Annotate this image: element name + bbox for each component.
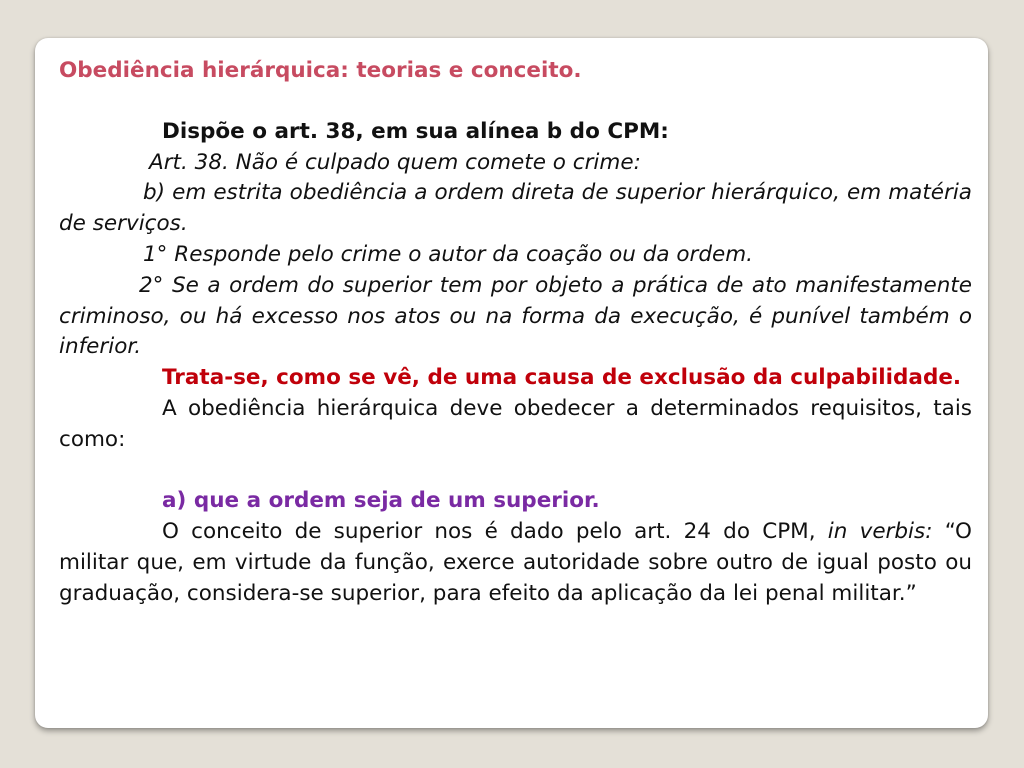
paragraph-2: 2° Se a ordem do superior tem por objeto a prática de ato manifestamente criminoso, ou há excesso nos atos ou na forma da execução, é punível também o inferior.: [59, 272, 972, 360]
concept-prefix: O conceito de superior nos é dado pelo art. 24 do CPM,: [162, 519, 828, 545]
slide-content: [59, 56, 972, 610]
requirement-a: a) que a ordem seja de um superior.: [162, 488, 600, 514]
in-verbis: in verbis:: [827, 519, 933, 545]
slide-card: [35, 38, 988, 728]
concept-quote: “O militar que, em virtude da função, exerce autoridade sobre outro de igual posto ou graduação, considera-se superior, para efeito da aplicação da lei penal militar.”: [59, 519, 972, 606]
article-line: Art. 38. Não é culpado quem comete o crime:: [149, 149, 641, 175]
requirements-paragraph: A obediência hierárquica deve obedecer a determinados requisitos, tais como:: [59, 395, 972, 452]
item-b-paragraph: b) em estrita obediência a ordem direta de superior hierárquico, em matéria de serviços.: [59, 180, 972, 237]
superior-concept-paragraph: [59, 517, 972, 609]
slide-title: Obediência hierárquica: teorias e conceito.: [59, 58, 582, 83]
intro-line: Dispõe o art. 38, em sua alínea b do CPM:: [162, 118, 669, 144]
spacer: [59, 456, 972, 487]
exclusion-highlight: Trata-se, como se vê, de uma causa de exclusão da culpabilidade.: [162, 365, 962, 391]
paragraph-1: 1° Responde pelo crime o autor da coação ou da ordem.: [143, 241, 753, 267]
spacer: [59, 86, 972, 117]
